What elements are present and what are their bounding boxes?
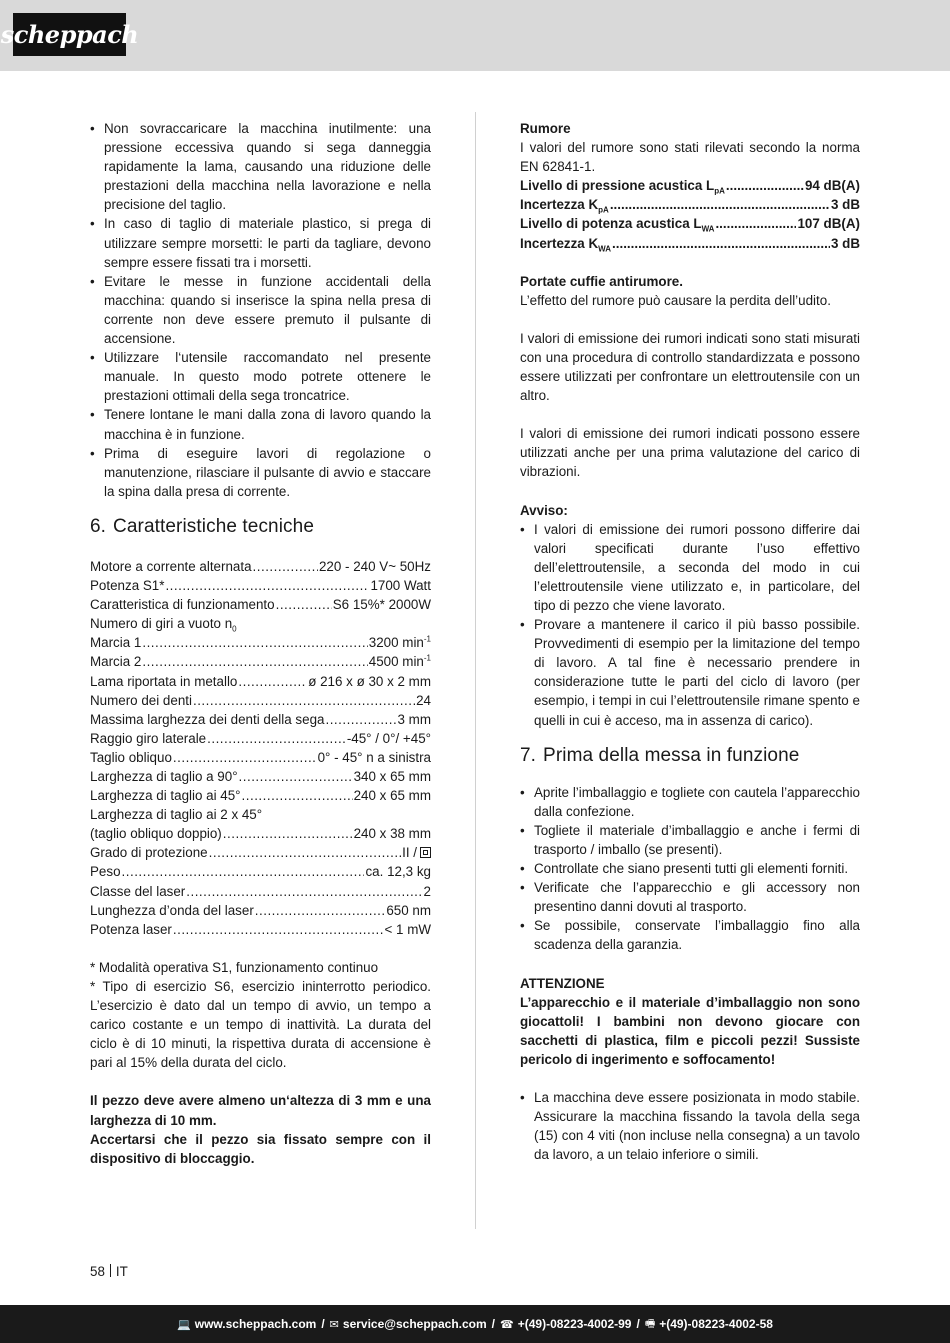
avviso-heading: Avviso:: [520, 502, 568, 518]
column-divider: [475, 112, 476, 1229]
protection-class-icon: [420, 847, 431, 858]
spec-row: Potenza S1* ..... 1700 Watt: [90, 576, 431, 595]
list-item: • Togliete il materiale d’imballaggio e anche i fermi di trasporto / imballo (se presenti).: [520, 821, 860, 859]
spec-row: Grado di protezione ..... II /: [90, 843, 431, 862]
list-item: • Provare a mantenere il carico il più basso possibile. Provvedimenti di esempio per la limitazione del tempo di lavoro. A tal fine è necessario prendere in considerazione tutte le parti del ciclo di lavoro (per esempio, i tempi in cui l’elettroutensile rimane spento e quelli in cui è acceso, ma in assenza di carico).: [520, 615, 860, 730]
safety-bullet-list: [90, 119, 431, 501]
section-7-heading: [520, 746, 860, 765]
noise-row: Incertezza $K_{WA}$ ..... 3 dB: [520, 234, 860, 253]
right-column: [520, 119, 860, 1164]
list-item: • Utilizzare l‘utensile raccomandato nel presente manuale. In questo modo potrete ottenere le prestazioni ottimali della sega troncatrice.: [90, 348, 431, 405]
cuffie-heading: Portate cuffie antirumore.: [520, 273, 683, 289]
computer-icon: 💻: [177, 1318, 191, 1331]
spec-row: Potenza laser ..... < 1 mW: [90, 920, 431, 939]
header-band: [0, 0, 950, 71]
footer-fax: +(49)-08223-4002-58: [659, 1317, 773, 1331]
footer-bar: 💻 www.scheppach.com / ✉ service@scheppach.com / ☎ +(49)-08223-4002-99 / 🖷 +(49)-08223-4002-58: [0, 1305, 950, 1343]
section-number: 7.: [520, 744, 537, 766]
spec-row: Larghezza di taglio ai 2 x 45°: [90, 807, 263, 823]
section-title: Prima della messa in funzione: [543, 744, 800, 766]
cuffie-text: L’effetto del rumore può causare la perdita dell’udito.: [520, 292, 831, 308]
emission-paragraph: I valori di emissione dei rumori indicati sono stati misurati con una procedura di controllo standardizzata e possono essere utilizzati per confrontare un elettroutensile con un altro.: [520, 330, 860, 404]
list-item: • Verificate che l’apparecchio e gli accessory non presentino danni dovuti al trasporto.: [520, 878, 860, 916]
spec-row: Marcia 2 ..... 4500 $\min^{-1}$: [90, 652, 431, 671]
final-bullet-list: [520, 1088, 860, 1164]
spec-row: Motore a corrente alternata ..... 220 - 240 V~ 50Hz: [90, 557, 431, 576]
email-icon: ✉: [329, 1318, 339, 1331]
footer-phone[interactable]: +(49)-08223-4002-99: [517, 1317, 632, 1331]
list-item: • La macchina deve essere posizionata in modo stabile. Assicurare la macchina fissando la tavola della sega (15) con 4 viti (non incluse nella consegna) a un tavolo da lavoro, a un telaio inferiore o simili.: [520, 1088, 860, 1164]
spec-row: Massima larghezza dei denti della sega ..... 3 mm: [90, 710, 431, 729]
list-item: • Prima di eseguire lavori di regolazione o manutenzione, rilasciare il pulsante di avvio e staccare la spina dalla presa di corrente.: [90, 444, 431, 501]
section-6-heading: [90, 517, 431, 536]
section-7-bullet-list: [520, 783, 860, 955]
specs-table: [90, 557, 431, 939]
rumore-text: I valori del rumore sono stati rilevati secondo la norma EN 62841-1.: [520, 140, 860, 175]
rumore-heading: Rumore: [520, 121, 571, 136]
spec-row: Classe del laser ..... 2: [90, 882, 431, 901]
list-item: • Tenere lontane le mani dalla zona di lavoro quando la macchina è in funzione.: [90, 405, 431, 443]
list-item: • Non sovraccaricare la macchina inutilmente: una pressione eccessiva quando si sega danneggia rapidamente la lama, causando una riduzione delle prestazioni della macchina nella lavorazione e nella precisione del taglio.: [90, 119, 431, 214]
spec-row: Marcia 1 ..... 3200 $\min^{-1}$: [90, 633, 431, 652]
page-number: 58 IT: [90, 1264, 128, 1279]
list-item: • Se possibile, conservate l’imballaggio fino alla scadenza della garanzia.: [520, 916, 860, 954]
list-item: • I valori di emissione dei rumori possono differire dai valori specificati durante l’uso effettivo dell’elettroutensile, a seconda del modo in cui l’elettroutensile viene utilizzato e, in particolare, del tipo di pezzo che viene lavorato.: [520, 520, 860, 615]
spec-row: Raggio giro laterale ..... -45° / 0°/ +45°: [90, 729, 431, 748]
spec-row: Peso ..... ca. 12,3 kg: [90, 862, 431, 881]
note-s1: * Modalità operativa S1, funzionamento continuo: [90, 959, 379, 975]
fax-icon: 🖷: [644, 1317, 656, 1330]
noise-row: Livello di pressione acustica $L_{pA}$ ..... 94 dB(A): [520, 176, 860, 195]
noise-row: Incertezza $K_{pA}$ ..... 3 dB: [520, 195, 860, 214]
section-number: 6.: [90, 515, 107, 537]
bold-note: Accertarsi che il pezzo sia fissato sempre con il dispositivo di bloccaggio.: [90, 1131, 431, 1166]
emission-paragraph: I valori di emissione dei rumori indicati possono essere utilizzati anche per una prima valutazione del carico di vibrazioni.: [520, 426, 860, 480]
spec-row: Larghezza di taglio a 90° ..... 340 x 65 mm: [90, 767, 431, 786]
list-item: • Aprite l’imballaggio e togliete con cautela l’apparecchio dalla confezione.: [520, 783, 860, 821]
footer-website-link[interactable]: www.scheppach.com: [194, 1317, 317, 1331]
spec-row: Numero dei denti ..... 24: [90, 691, 431, 710]
brand-logo: scheppach: [13, 13, 126, 56]
section-title: Caratteristiche tecniche: [113, 515, 314, 537]
attenzione-text: L’apparecchio e il materiale d’imballaggio non sono giocattoli! I bambini non devono giocare con sacchetti di plastica, film e piccoli pezzi! Sussiste pericolo di ingerimento e soffocamento!: [520, 994, 860, 1067]
spec-row: (taglio obliquo doppio) ..... 240 x 38 mm: [90, 824, 431, 843]
spec-row: Lunghezza d’onda del laser ..... 650 nm: [90, 901, 431, 920]
list-item: • Evitare le messe in funzione accidentali della macchina: quando si inserisce la spina nella presa di corrente non deve essere premuto il pulsante di accensione.: [90, 272, 431, 348]
noise-values: [520, 176, 860, 252]
avviso-bullet-list: [520, 520, 860, 730]
spec-row: Taglio obliquo ..... 0° - 45° n a sinistra: [90, 748, 431, 767]
noise-row: Livello di potenza acustica $L_{WA}$ ..... 107 dB(A): [520, 214, 860, 233]
spec-row: Caratteristica di funzionamento ..... S6 15%* 2000W: [90, 595, 431, 614]
bold-note: Il pezzo deve avere almeno un‘altezza di 3 mm e una larghezza di 10 mm.: [90, 1093, 431, 1128]
attenzione-heading: ATTENZIONE: [520, 975, 605, 991]
note-s6: * Tipo di esercizio S6, esercizio ininterrotto periodico. L’esercizio è dato dal un tempo di avvio, un tempo a carico costante e un tempo di inattività. La durata del ciclo è di 10 minuti, la rispettiva durata di accensione è pari al 15% della durata del ciclo.: [90, 978, 431, 1071]
list-item: • Controllate che siano presenti tutti gli elementi forniti.: [520, 859, 860, 878]
spec-row: Numero di giri a vuoto $n_0$: [90, 616, 237, 634]
list-item: • In caso di taglio di materiale plastico, si prega di utilizzare sempre morsetti: le parti da tagliare, devono sempre essere fissati tra i morsetti.: [90, 214, 431, 271]
footer-email-link[interactable]: service@scheppach.com: [342, 1317, 487, 1331]
left-column: [90, 119, 431, 1168]
spec-row: Lama riportata in metallo ..... ø 216 x ø 30 x 2 mm: [90, 672, 431, 691]
phone-icon: ☎: [500, 1318, 514, 1331]
spec-row: Larghezza di taglio ai 45° ..... 240 x 65 mm: [90, 786, 431, 805]
